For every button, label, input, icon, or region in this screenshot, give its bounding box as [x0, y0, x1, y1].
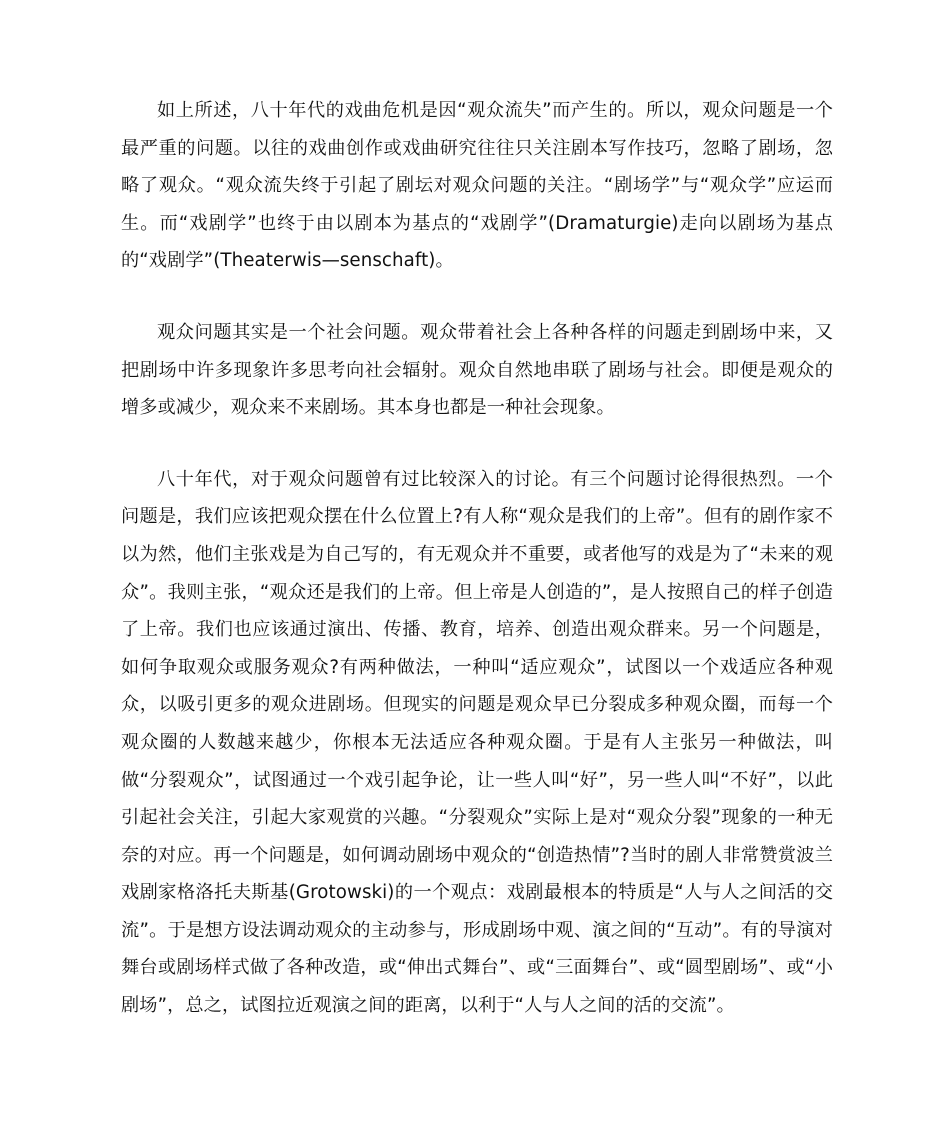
- document-page: [121, 92, 833, 1025]
- paragraph-spacer: [121, 427, 833, 461]
- paragraph-audience-loss: 如上所述，八十年代的戏曲危机是因“观众流失”而产生的。所以，观众问题是一个最严重的问题。以往的戏曲创作或戏曲研究往往只关注剧本写作技巧，忽略了剧场，忽略了观众。“观众流失终于引起了剧坛对观众问题的关注。“剧场学”与“观众学”应运而生。而“戏剧学”也终于由以剧本为基点的“戏剧学”(Dramaturgie)走向以剧场为基点的“戏剧学”(Theaterwis—senschaft)。: [121, 100, 833, 272]
- paragraph-eighties-discussion: 八十年代，对于观众问题曾有过比较深入的讨论。有三个问题讨论得很热烈。一个问题是，我们应该把观众摆在什么位置上?有人称“观众是我们的上帝”。但有的剧作家不以为然，他们主张戏是为自己写的，有无观众并不重要，或者他写的戏是为了“未来的观众”。我则主张，“观众还是我们的上帝。但上帝是人创造的”，是人按照自己的样子创造了上帝。我们也应该通过演出、传播、教育，培养、创造出观众群来。另一个问题是，如何争取观众或服务观众?有两种做法，一种叫“适应观众”，试图以一个戏适应各种观众，以吸引更多的观众进剧场。但现实的问题是观众早已分裂成多种观众圈，而每一个观众圈的人数越来越少，你根本无法适应各种观众圈。于是有人主张另一种做法，叫做“分裂观众”，试图通过一个戏引起争论，让一些人叫“好”，另一些人叫“不好”，以此引起社会关注，引起大家观赏的兴趣。“分裂观众”实际上是对“观众分裂”现象的一种无奈的对应。再一个问题是，如何调动剧场中观众的“创造热情”?当时的剧人非常赞赏波兰戏剧家格洛托夫斯基(Grotowski)的一个观点：戏剧最根本的特质是“人与人之间活的交流”。于是想方设法调动观众的主动参与，形成剧场中观、演之间的“互动”。有的导演对舞台或剧场样式做了各种改造，或“伸出式舞台”、或“三面舞台”、或“圆型剧场”、或“小剧场”，总之，试图拉近观演之间的距离，以利于“人与人之间的活的交流”。: [121, 468, 833, 1017]
- paragraph-social-problem: 观众问题其实是一个社会问题。观众带着社会上各种各样的问题走到剧场中来，又把剧场中许多现象许多思考向社会辐射。观众自然地串联了剧场与社会。即便是观众的增多或减少，观众来不来剧场。其本身也都是一种社会现象。: [121, 321, 833, 419]
- paragraph-spacer: [121, 280, 833, 314]
